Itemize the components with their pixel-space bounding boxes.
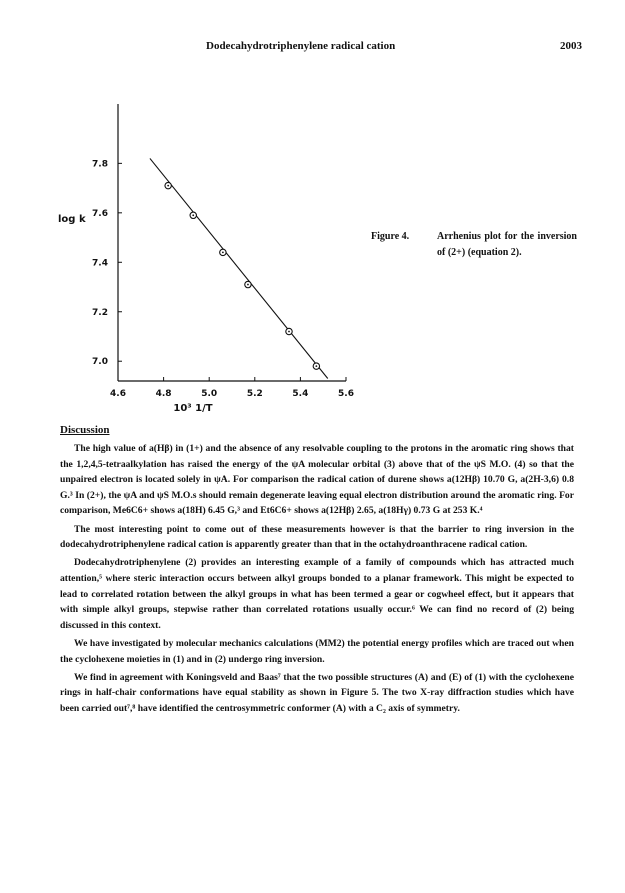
y-tick-label: 7.2 bbox=[92, 307, 108, 318]
y-tick-label: 7.6 bbox=[92, 208, 108, 219]
x-tick-label: 4.8 bbox=[155, 389, 172, 399]
x-tick-label: 5.6 bbox=[338, 389, 354, 399]
y-tick-label: 7.8 bbox=[92, 159, 108, 170]
body-text bbox=[60, 441, 574, 719]
data-point bbox=[190, 212, 196, 218]
data-points bbox=[165, 182, 320, 369]
x-tick-label: 4.6 bbox=[110, 389, 126, 399]
running-title: Dodecahydrotriphenylene radical cation bbox=[206, 40, 396, 52]
figure-caption-label: Figure 4. bbox=[371, 231, 410, 242]
fit-line-group bbox=[150, 158, 328, 378]
section-heading: Discussion bbox=[60, 424, 110, 436]
data-point-center bbox=[192, 214, 194, 216]
data-point bbox=[165, 182, 171, 188]
paragraph: The most interesting point to come out of these measurements however is that the barrier to ring inversion in the dodecahydrotriphenylene radical cation is apparently greater than that in the octahydroanthracene radical cation. bbox=[60, 523, 574, 551]
paragraph: We have investigated by molecular mechanics calculations (MM2) the potential energy profiles which are traced out when the cyclohexene moieties in (1) and in (2) undergo ring inversion. bbox=[60, 637, 574, 665]
data-point bbox=[220, 249, 226, 255]
plot-axes bbox=[118, 104, 346, 381]
paragraph: Dodecahydrotriphenylene (2) provides an interesting example of a family of compounds which has attracted much attention,⁵ where steric interaction occurs between alkyl groups bonded to a planar framework. This might be expected to lead to correlated rotation between the alkyl groups in what has been termed a gear or cogwheel effect, but it appears that with simple alkyl groups, stepwise rather than correlated rotations usually occur.⁶ We can find no record of (2) being discussed in this context. bbox=[60, 557, 574, 631]
paragraph: The high value of a(Hβ) in (1+) and the absence of any resolvable coupling to the protons in the aromatic ring shows that the 1,2,4,5-tetraalkylation has raised the energy of the ψA molecular orbital (3) above that of the ψS M.O. (4) so that the unpaired electron is located solely in ψA. For comparison the radical cation of durene shows a(12Hβ) 10.70 G, a(2H-3,6) 0.8 G.³ In (2+), the ψA and ψS M.O.s should remain degenerate leaving equal electron distribution around the aromatic ring. For comparison, Me6C6+ shows a(18H) 6.45 G,³ and Et6C6+ shows a(12Hβ) 2.65, a(18Hγ) 0.73 G at 253 K.⁴ bbox=[60, 443, 574, 517]
y-tick-label: 7.0 bbox=[92, 357, 108, 368]
data-point bbox=[286, 328, 292, 334]
page-number: 2003 bbox=[560, 40, 582, 52]
y-axis-label: log k bbox=[58, 214, 86, 225]
fit-line bbox=[150, 158, 328, 378]
data-point-center bbox=[167, 185, 169, 187]
data-point-center bbox=[288, 331, 290, 333]
data-point-center bbox=[315, 365, 317, 367]
paragraph: We find in agreement with Koningsveld and Baas⁷ that the two possible structures (A) and (E) of (1) with the cyclohexene rings in half-chair conformations have equal stability as shown in Figure 5. The two X-ray diffraction studies which have been carried out⁷,⁸ have identified the centrosymmetric conformer (A) with a C₂ axis of symmetry. bbox=[60, 671, 574, 714]
data-point-center bbox=[222, 251, 224, 253]
figure-caption-text: Arrhenius plot for the inversion of (2+) (equation 2). bbox=[437, 231, 577, 258]
x-tick-label: 5.4 bbox=[292, 389, 309, 399]
y-tick-label: 7.4 bbox=[92, 258, 108, 269]
data-point bbox=[313, 363, 319, 369]
x-tick-label: 5.2 bbox=[246, 389, 263, 399]
arrhenius-plot bbox=[0, 0, 625, 430]
x-axis-label: 10³ 1/T bbox=[173, 403, 213, 414]
data-point-center bbox=[247, 284, 249, 286]
data-point bbox=[245, 281, 251, 287]
x-tick-label: 5.0 bbox=[201, 389, 218, 399]
